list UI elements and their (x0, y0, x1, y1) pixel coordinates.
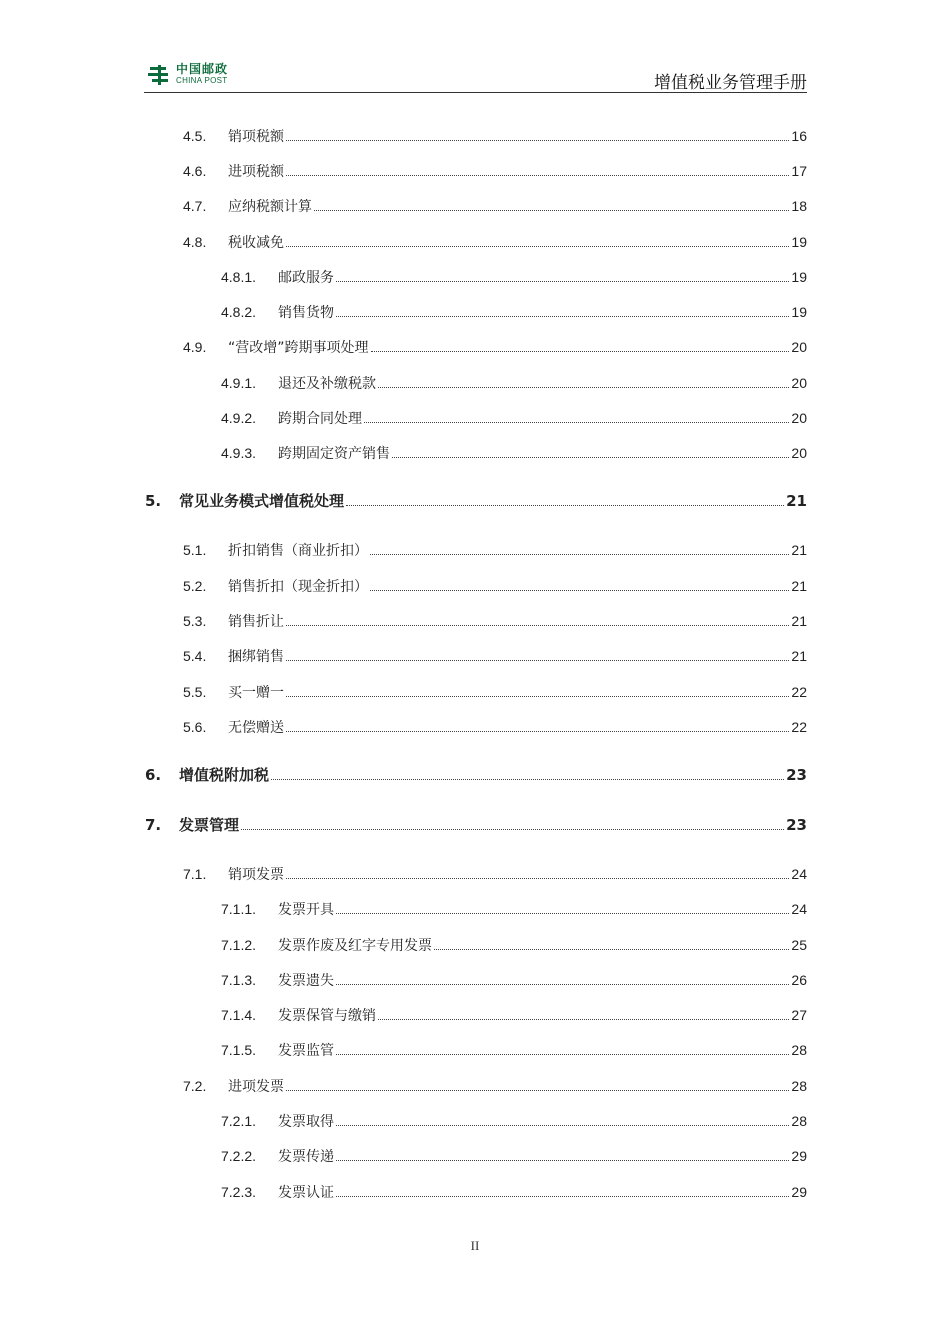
toc-entry-title: 销售折让 (228, 614, 284, 630)
toc-entry-title: “营改增”跨期事项处理 (228, 340, 369, 356)
toc-entry-page: 26 (791, 972, 807, 988)
toc-entry[interactable] (221, 408, 807, 428)
toc-entry-title: 进项发票 (228, 1079, 284, 1095)
toc-entry-number: 7.1.5. (221, 1042, 257, 1058)
toc-dot-leader (364, 422, 789, 423)
toc-dot-leader (271, 779, 784, 780)
toc-dot-leader (371, 351, 790, 352)
toc-entry[interactable] (221, 302, 807, 322)
toc-entry-number: 7.1.2. (221, 937, 257, 953)
toc-dot-leader (286, 625, 789, 626)
toc-entry[interactable] (183, 232, 807, 252)
toc-entry[interactable] (183, 682, 807, 702)
toc-entry-title: 退还及补缴税款 (278, 376, 376, 392)
toc-entry-page: 16 (791, 128, 807, 144)
toc-dot-leader (286, 246, 789, 247)
toc-entry-title: 销项税额 (228, 129, 284, 145)
toc-entry[interactable] (145, 490, 807, 511)
toc-entry-number: 6. (145, 766, 162, 784)
toc-entry-title: 常见业务模式增值税处理 (179, 492, 345, 510)
toc-entry-title: 应纳税额计算 (228, 199, 312, 215)
toc-entry-title: 发票保管与缴销 (278, 1008, 376, 1024)
toc-entry-number: 5.4. (183, 648, 207, 664)
toc-entry-page: 21 (791, 648, 807, 664)
toc-entry-page: 20 (791, 339, 807, 355)
toc-entry-number: 4.9.2. (221, 410, 257, 426)
toc-dot-leader (286, 175, 789, 176)
document-title: 增值税业务管理手册 (654, 73, 807, 93)
toc-entry-page: 20 (791, 445, 807, 461)
toc-entry-number: 7.2.1. (221, 1113, 257, 1129)
toc-entry-title: 捆绑销售 (228, 649, 284, 665)
toc-entry[interactable] (221, 970, 807, 990)
toc-dot-leader (286, 1090, 789, 1091)
toc-entry-title: 发票取得 (278, 1114, 334, 1130)
toc-entry[interactable] (183, 196, 807, 216)
toc-entry[interactable] (221, 1005, 807, 1025)
toc-entry-page: 21 (791, 578, 807, 594)
toc-entry-page: 19 (791, 304, 807, 320)
toc-entry[interactable] (221, 1040, 807, 1060)
toc-entry-number: 7.1. (183, 866, 207, 882)
toc-dot-leader (286, 140, 789, 141)
toc-entry-title: 跨期固定资产销售 (278, 446, 390, 462)
toc-entry-title: 销项发票 (228, 867, 284, 883)
toc-entry-number: 5.3. (183, 613, 207, 629)
toc-entry-number: 5.2. (183, 578, 207, 594)
toc-entry-number: 7.1.1. (221, 901, 257, 917)
toc-entry-number: 4.8.2. (221, 304, 257, 320)
toc-entry-number: 4.9. (183, 339, 207, 355)
toc-entry[interactable] (221, 935, 807, 955)
toc-entry[interactable] (221, 899, 807, 919)
toc-entry-number: 7.1.4. (221, 1007, 257, 1023)
toc-entry-page: 19 (791, 269, 807, 285)
toc-dot-leader (314, 210, 789, 211)
toc-dot-leader (378, 387, 789, 388)
toc-entry-page: 28 (791, 1113, 807, 1129)
toc-entry[interactable] (183, 337, 807, 357)
toc-entry-page: 25 (791, 937, 807, 953)
toc-entry-page: 29 (791, 1184, 807, 1200)
page-number: II (470, 1238, 480, 1253)
toc-entry-page: 20 (791, 375, 807, 391)
toc-dot-leader (336, 316, 789, 317)
toc-dot-leader (336, 1054, 789, 1055)
toc-entry[interactable] (221, 373, 807, 393)
toc-entry-number: 4.9.1. (221, 375, 257, 391)
toc-dot-leader (286, 696, 789, 697)
toc-dot-leader (370, 590, 789, 591)
toc-entry-number: 4.8. (183, 234, 207, 250)
toc-entry-title: 邮政服务 (278, 270, 334, 286)
toc-entry-title: 无偿赠送 (228, 720, 284, 736)
toc-dot-leader (370, 554, 789, 555)
toc-entry[interactable] (183, 646, 807, 666)
toc-entry[interactable] (183, 576, 807, 596)
toc-entry[interactable] (183, 161, 807, 181)
toc-entry-number: 5.5. (183, 684, 207, 700)
toc-entry-number: 5. (145, 492, 162, 510)
toc-dot-leader (336, 1196, 789, 1197)
china-post-logo (148, 63, 228, 91)
toc-entry[interactable] (183, 1076, 807, 1096)
toc-entry-title: 税收减免 (228, 235, 284, 251)
toc-entry-title: 销售货物 (278, 305, 334, 321)
toc-entry-title: 销售折扣（现金折扣） (228, 579, 368, 595)
toc-entry-title: 发票监管 (278, 1043, 334, 1059)
toc-entry-page: 28 (791, 1078, 807, 1094)
logo-english-text: CHINA POST (176, 76, 228, 85)
toc-entry-page: 28 (791, 1042, 807, 1058)
toc-entry-number: 7.2. (183, 1078, 207, 1094)
toc-entry-number: 7.2.2. (221, 1148, 257, 1164)
toc-entry-page: 17 (791, 163, 807, 179)
toc-entry-title: 折扣销售（商业折扣） (228, 543, 368, 559)
toc-entry[interactable] (183, 540, 807, 560)
toc-dot-leader (434, 949, 789, 950)
toc-dot-leader (336, 281, 789, 282)
toc-dot-leader (336, 913, 789, 914)
toc-entry-page: 19 (791, 234, 807, 250)
toc-dot-leader (392, 457, 789, 458)
toc-entry-page: 24 (791, 866, 807, 882)
toc-entry[interactable] (221, 1111, 807, 1131)
toc-entry-title: 发票遗失 (278, 973, 334, 989)
toc-entry-title: 增值税附加税 (179, 766, 270, 784)
toc-entry-page: 22 (791, 684, 807, 700)
toc-entry-number: 4.5. (183, 128, 207, 144)
toc-entry-page: 20 (791, 410, 807, 426)
toc-entry-page: 21 (791, 613, 807, 629)
toc-entry-number: 5.6. (183, 719, 207, 735)
toc-entry-page: 27 (791, 1007, 807, 1023)
toc-entry-number: 4.8.1. (221, 269, 257, 285)
china-post-logo-icon (148, 63, 172, 87)
toc-entry-title: 发票认证 (278, 1185, 334, 1201)
toc-entry-title: 发票作废及红字专用发票 (278, 938, 432, 954)
toc-entry[interactable] (221, 443, 807, 463)
toc-dot-leader (286, 731, 789, 732)
toc-entry-page: 18 (791, 198, 807, 214)
toc-entry-page: 23 (786, 766, 807, 784)
toc-entry-page: 22 (791, 719, 807, 735)
logo-chinese-text: 中国邮政 (176, 62, 229, 76)
toc-entry-title: 买一赠一 (228, 685, 284, 701)
toc-dot-leader (378, 1019, 789, 1020)
toc-entry[interactable] (145, 764, 807, 785)
toc-entry[interactable] (183, 864, 807, 884)
toc-entry-title: 发票开具 (278, 902, 334, 918)
toc-entry-number: 4.9.3. (221, 445, 257, 461)
toc-entry[interactable] (221, 1182, 807, 1202)
toc-entry-number: 4.7. (183, 198, 207, 214)
toc-entry-page: 21 (791, 542, 807, 558)
toc-entry-title: 进项税额 (228, 164, 284, 180)
toc-entry-number: 5.1. (183, 542, 207, 558)
toc-entry-page: 24 (791, 901, 807, 917)
toc-dot-leader (336, 984, 789, 985)
toc-entry[interactable] (183, 611, 807, 631)
toc-entry[interactable] (221, 1146, 807, 1166)
toc-dot-leader (336, 1160, 789, 1161)
toc-entry[interactable] (221, 267, 807, 287)
toc-dot-leader (346, 505, 784, 506)
toc-entry-number: 7. (145, 816, 162, 834)
toc-dot-leader (241, 829, 784, 830)
toc-entry-title: 发票管理 (179, 816, 240, 834)
toc-dot-leader (286, 660, 789, 661)
toc-entry-page: 21 (786, 492, 807, 510)
toc-entry-page: 29 (791, 1148, 807, 1164)
toc-entry-title: 跨期合同处理 (278, 411, 362, 427)
toc-entry[interactable] (183, 126, 807, 146)
toc-dot-leader (286, 878, 789, 879)
toc-entry-title: 发票传递 (278, 1149, 334, 1165)
toc-entry-number: 7.2.3. (221, 1184, 257, 1200)
toc-entry-page: 23 (786, 816, 807, 834)
toc-entry[interactable] (183, 717, 807, 737)
toc-entry-number: 7.1.3. (221, 972, 257, 988)
toc-entry-number: 4.6. (183, 163, 207, 179)
toc-dot-leader (336, 1125, 789, 1126)
page-header (144, 62, 807, 93)
toc-entry[interactable] (145, 814, 807, 835)
